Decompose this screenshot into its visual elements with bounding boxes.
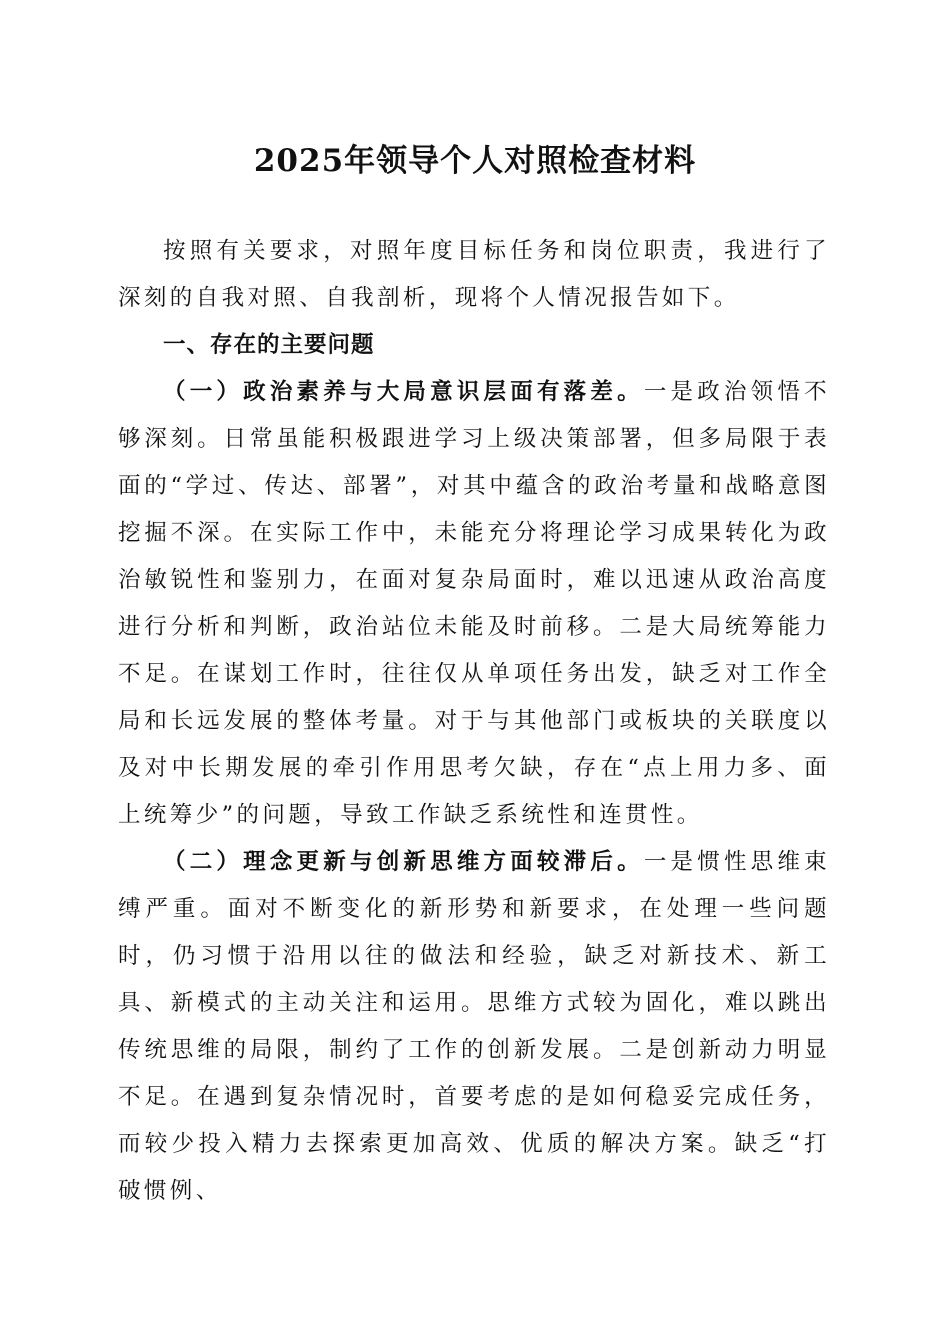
intro-paragraph: 按照有关要求，对照年度目标任务和岗位职责，我进行了深刻的自我对照、自我剖析，现将个人情况报告如下。 <box>118 238 830 311</box>
document-body <box>118 228 830 1215</box>
paragraph-innovation <box>118 839 830 1215</box>
section-heading-problems: 一、存在的主要问题 <box>163 332 375 358</box>
paragraph-innovation-text: 一是惯性思维束缚严重。面对不断变化的新形势和新要求，在处理一些问题时，仍习惯于沿用以往的做法和经验，缺乏对新技术、新工具、新模式的主动关注和运用。思维方式较为固化，难以跳出传统思维的局限，制约了工作的创新发展。二是创新动力明显不足。在遇到复杂情况时，首要考虑的是如何稳妥完成任务，而较少投入精力去探索更加高效、优质的解决方案。缺乏“打破惯例、 <box>118 849 830 1204</box>
paragraph-political-literacy-text: 一是政治领悟不够深刻。日常虽能积极跟进学习上级决策部署，但多局限于表面的“学过、传达、部署”，对其中蕴含的政治考量和战略意图挖掘不深。在实际工作中，未能充分将理论学习成果转化为政治敏锐性和鉴别力，在面对复杂局面时，难以迅速从政治高度进行分析和判断，政治站位未能及时前移。二是大局统筹能力不足。在谋划工作时，往往仅从单项任务出发，缺乏对工作全局和长远发展的整体考量。对于与其他部门或板块的关联度以及对中长期发展的牵引作用思考欠缺，存在“点上用力多、面上统筹少”的问题，导致工作缺乏系统性和连贯性。 <box>118 379 830 828</box>
paragraph-political-literacy <box>118 369 830 839</box>
document-title: 2025年领导个人对照检查材料 <box>253 143 697 179</box>
subheading-innovation: （二）理念更新与创新思维方面较滞后。 <box>163 849 644 875</box>
subheading-political-literacy: （一）政治素养与大局意识层面有落差。 <box>163 379 644 405</box>
